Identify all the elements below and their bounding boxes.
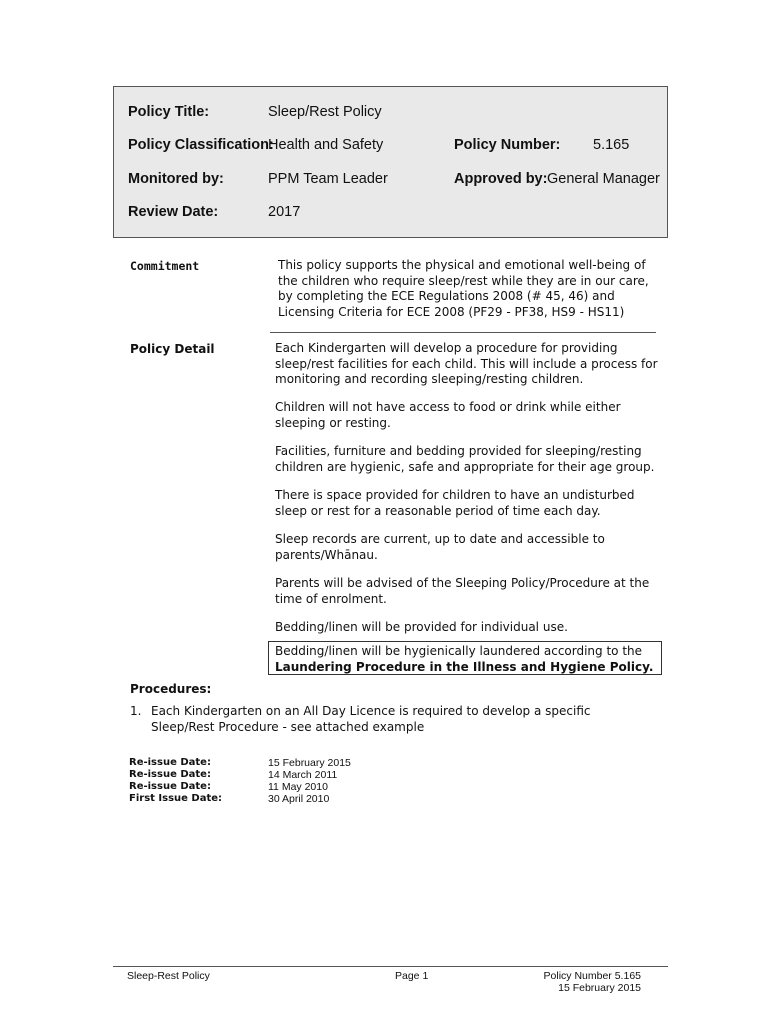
laundering-callout-text: Bedding/linen will be hygienically laundered according to the (275, 644, 643, 658)
reissue-date-value: 11 May 2010 (268, 781, 328, 793)
issue-dates-values (268, 757, 351, 805)
footer-policy-number: Policy Number 5.165 (543, 970, 641, 982)
commitment-label: Commitment (130, 259, 200, 273)
detail-text: Parents will be advised of the Sleeping Policy/Procedure at the time of enrolment. (275, 576, 650, 606)
laundering-callout-bold: Laundering Procedure in the Illness and Hygiene Policy. (275, 659, 654, 674)
reissue-date-value: 14 March 2011 (268, 769, 338, 781)
footer-document-name: Sleep-Rest Policy (127, 970, 210, 982)
policy-detail-paragraph-6 (275, 576, 660, 607)
first-issue-date-value: 30 April 2010 (268, 793, 330, 805)
detail-text: Facilities, furniture and bedding provided for sleeping/resting children are hygienic, safe and appropriate for their age group. (275, 444, 655, 474)
detail-text: Bedding/linen will be provided for individual use. (275, 620, 568, 634)
footer-date: 15 February 2015 (558, 982, 641, 994)
policy-title-label: Policy Title: (128, 104, 210, 120)
policy-detail-paragraph-7 (275, 620, 660, 636)
policy-classification-label: Policy Classification: (128, 137, 274, 153)
policy-number-label: Policy Number: (454, 137, 561, 153)
policy-detail-paragraph-1 (275, 341, 660, 388)
monitored-by-value: PPM Team Leader (268, 171, 388, 187)
commitment-paragraph: This policy supports the physical and emotional well-being of the children who require sleep/rest while they are in our care, by completing the ECE Regulations 2008 (# 45, 46) and Licensing Criteria for ECE 2008 (PF29 - PF38, HS9 - HS11) (278, 258, 649, 319)
policy-detail-paragraph-3 (275, 444, 660, 475)
footer-page-number: Page 1 (395, 970, 429, 982)
review-date-label: Review Date: (128, 204, 219, 220)
reissue-date-label: Re-issue Date: (129, 769, 211, 780)
approved-by-value: General Manager (547, 171, 660, 187)
policy-detail-paragraph-5 (275, 532, 660, 563)
review-date-value: 2017 (268, 204, 301, 220)
detail-text: There is space provided for children to have an undisturbed sleep or rest for a reasonable period of time each day. (275, 488, 635, 518)
procedure-item-text: Each Kindergarten on an All Day Licence is required to develop a specific Sleep/Rest Procedure - see attached example (151, 704, 591, 734)
policy-number-value: 5.165 (593, 137, 630, 153)
policy-classification-value: Health and Safety (268, 137, 384, 153)
policy-detail-paragraph-2 (275, 400, 660, 431)
reissue-date-label: Re-issue Date: (129, 757, 211, 768)
reissue-date-label: Re-issue Date: (129, 781, 211, 792)
procedures-heading: Procedures: (130, 682, 212, 696)
detail-text: Each Kindergarten will develop a procedure for providing sleep/rest facilities for each child. This will include a process for monitoring and recording sleeping/resting children. (275, 341, 658, 386)
issue-dates-labels (129, 757, 222, 805)
approved-by-label: Approved by: (454, 171, 548, 187)
monitored-by-label: Monitored by: (128, 171, 224, 187)
detail-text: Sleep records are current, up to date and accessible to parents/Whānau. (275, 532, 605, 562)
policy-detail-label: Policy Detail (130, 342, 215, 356)
policy-title-value: Sleep/Rest Policy (268, 104, 382, 120)
section-divider (270, 332, 656, 333)
policy-detail-paragraph-4 (275, 488, 660, 519)
reissue-date-value: 15 February 2015 (268, 757, 351, 769)
first-issue-date-label: First Issue Date: (129, 793, 223, 804)
procedure-item-number: 1. (130, 704, 142, 718)
laundering-callout-box (268, 641, 662, 675)
footer-divider (113, 966, 668, 967)
detail-text: Children will not have access to food or drink while either sleeping or resting. (275, 400, 621, 430)
commitment-text (278, 258, 658, 320)
